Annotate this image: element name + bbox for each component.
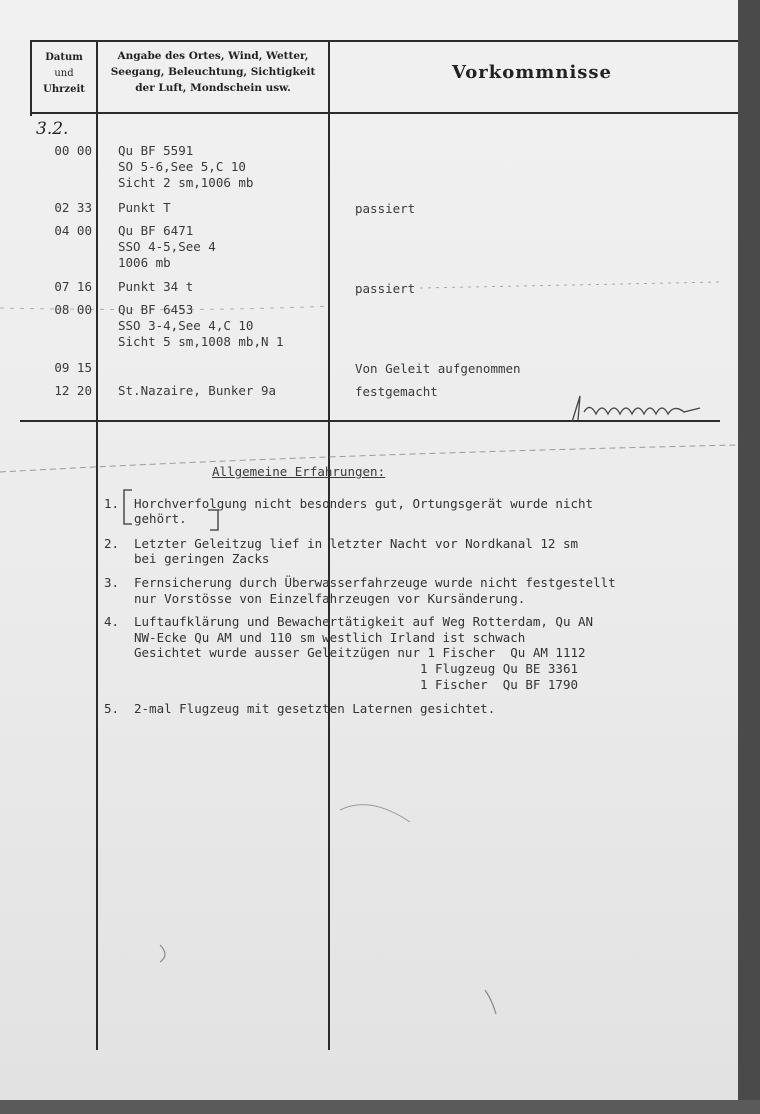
general-item-line: Gesichtet wurde ausser Geleitzügen nur 1 Fischer Qu AM 1112 bbox=[134, 645, 586, 660]
header-location-weather bbox=[100, 48, 326, 96]
header-col2-line-2: Seegang, Beleuchtung, Sichtigkeit bbox=[110, 66, 316, 78]
general-item-line: NW-Ecke Qu AM und 110 sm westlich Irland ist schwach bbox=[134, 630, 526, 645]
entry-position-line: Qu BF 6471 bbox=[118, 223, 194, 238]
general-item-line: 2-mal Flugzeug mit gesetzten Laternen gesichtet. bbox=[134, 701, 496, 716]
scan-edge-right bbox=[738, 0, 760, 1114]
general-experiences-heading: Allgemeine Erfahrungen: bbox=[212, 464, 386, 479]
entry-time: 09 15 bbox=[54, 360, 92, 375]
header-time-line: Uhrzeit bbox=[43, 84, 85, 95]
scan-edge-bottom bbox=[0, 1100, 760, 1114]
header-date-line: Datum bbox=[45, 52, 83, 63]
bracket-mark bbox=[206, 508, 226, 534]
entry-event: Von Geleit aufgenommen bbox=[355, 361, 521, 376]
entry-time: 12 20 bbox=[54, 383, 92, 398]
general-item-line: 1 Flugzeug Qu BE 3361 bbox=[134, 661, 579, 676]
general-item-line: Letzter Geleitzug lief in letzter Nacht vor Nordkanal 12 sm bbox=[134, 536, 579, 551]
signature-scribble bbox=[560, 390, 710, 430]
entry-position-line: Sicht 5 sm,1008 mb,N 1 bbox=[118, 334, 284, 349]
entry-time: 00 00 bbox=[54, 143, 92, 158]
handwritten-date-mark: 3.2. bbox=[36, 119, 69, 139]
header-events: Vorkommnisse bbox=[451, 62, 613, 83]
general-item-number: 5. bbox=[104, 701, 120, 716]
entry-position-line: Punkt T bbox=[118, 200, 171, 215]
general-item-number: 3. bbox=[104, 575, 120, 590]
general-item-line: Fernsicherung durch Überwasserfahrzeuge wurde nicht festgestellt bbox=[134, 575, 616, 590]
entry-time: 07 16 bbox=[54, 279, 92, 294]
header-date-time bbox=[34, 50, 94, 98]
entry-position-line: Qu BF 6453 bbox=[118, 302, 194, 317]
general-item-line: gehört. bbox=[134, 511, 187, 526]
general-item-number: 4. bbox=[104, 614, 120, 629]
entry-position-line: St.Nazaire, Bunker 9a bbox=[118, 383, 277, 398]
entry-position-line: Punkt 34 t bbox=[118, 279, 194, 294]
header-und-line: und bbox=[54, 68, 74, 79]
header-col2-line-1: Angabe des Ortes, Wind, Wetter, bbox=[117, 50, 309, 62]
header-col2-line-3: der Luft, Mondschein usw. bbox=[135, 82, 291, 94]
entry-event: festgemacht bbox=[355, 384, 438, 399]
general-item-number: 2. bbox=[104, 536, 120, 551]
entry-time: 04 00 bbox=[54, 223, 92, 238]
entry-position-line: Sicht 2 sm,1006 mb bbox=[118, 175, 254, 190]
general-item-line: Luftaufklärung und Bewachertätigkeit auf Weg Rotterdam, Qu AN bbox=[134, 614, 594, 629]
entry-time: 02 33 bbox=[54, 200, 92, 215]
entry-time: 08 00 bbox=[54, 302, 92, 317]
general-item-number: 1. bbox=[104, 496, 120, 511]
entry-position-line: SSO 3-4,See 4,C 10 bbox=[118, 318, 254, 333]
general-item-line: Horchverfolgung nicht besonders gut, Ortungsgerät wurde nicht bbox=[134, 496, 594, 511]
general-item-line: 1 Fischer Qu BF 1790 bbox=[134, 677, 579, 692]
entry-event: passiert bbox=[355, 201, 416, 216]
entry-position-line: 1006 mb bbox=[118, 255, 171, 270]
entry-event: passiert bbox=[355, 281, 416, 296]
entry-position-line: SSO 4-5,See 4 bbox=[118, 239, 216, 254]
general-item-line: nur Vorstösse von Einzelfahrzeugen vor Kursänderung. bbox=[134, 591, 526, 606]
entry-position-line: Qu BF 5591 bbox=[118, 143, 194, 158]
entry-position-line: SO 5-6,See 5,C 10 bbox=[118, 159, 246, 174]
general-item-line: bei geringen Zacks bbox=[134, 551, 270, 566]
